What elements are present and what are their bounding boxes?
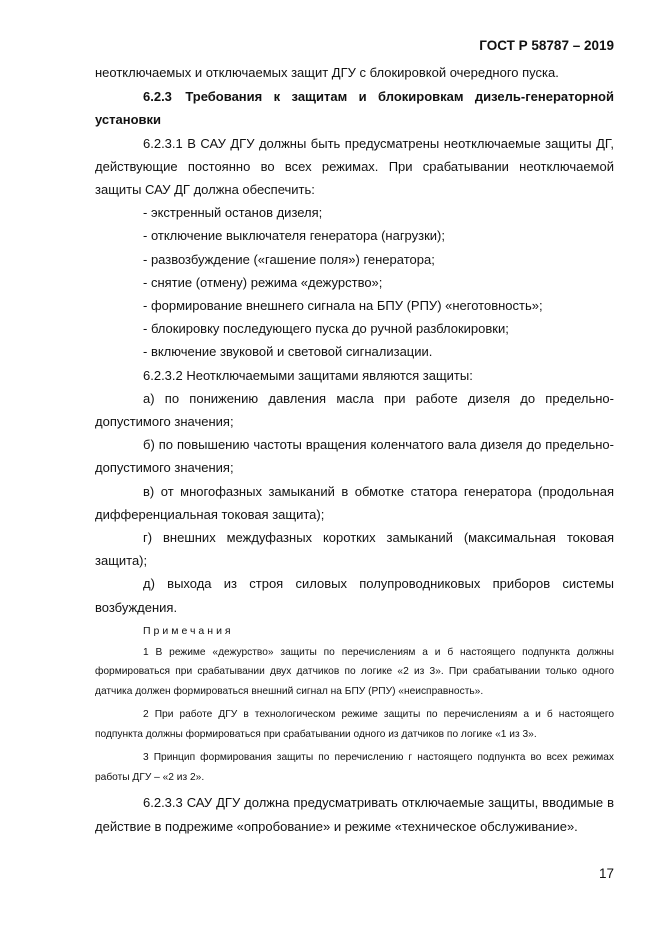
standard-header: ГОСТ Р 58787 – 2019 — [479, 38, 614, 53]
section-title: Требования к защитам и блокировкам дизель-генераторной установки — [95, 89, 614, 128]
list-item: - включение звуковой и световой сигнализации. — [143, 344, 433, 360]
intro-paragraph: неотключаемых и отключаемых защит ДГУ с блокировкой очередного пуска. — [95, 65, 559, 80]
note-item: 1 В режиме «дежурство» защиты по перечислениям а и б настоящего подпункта должны формироваться при срабатывании двух датчиков по логике «2 из 3». При срабатывании только одного датчика должен формироваться внешний сигнал на БПУ (РПУ) «неисправность». — [95, 646, 614, 697]
list-item: - отключение выключателя генератора (нагрузки); — [143, 228, 445, 244]
note-item: 2 При работе ДГУ в технологическом режиме защиты по перечислениям а и б настоящего подпункта должны формироваться при срабатывании одного из датчиков по логике «1 из 3». — [95, 709, 614, 740]
protection-item-b: б) по повышению частоты вращения коленчатого вала дизеля до предельно-допустимого значения; — [95, 437, 614, 476]
list-item: - развозбуждение («гашение поля») генератора; — [143, 251, 435, 267]
page-number: 17 — [598, 866, 614, 881]
paragraph-6-2-3-3: 6.2.3.3 САУ ДГУ должна предусматривать отключаемые защиты, вводимые в действие в подрежиме «опробование» и режиме «техническое обслуживание». — [95, 795, 614, 834]
protection-item-v: в) от многофазных замыканий в обмотке статора генератора (продольная дифференциальная токовая защита); — [95, 483, 614, 522]
list-item: - формирование внешнего сигнала на БПУ (РПУ) «неготовность»; — [143, 298, 543, 314]
section-number: 6.2.3 — [143, 89, 172, 105]
paragraph-6-2-3-2: 6.2.3.2 Неотключаемыми защитами являются защиты: — [143, 367, 473, 383]
protection-item-a: а) по понижению давления масла при работе дизеля до предельно-допустимого значения; — [95, 390, 614, 430]
section-heading — [95, 85, 614, 131]
document-body — [95, 61, 614, 838]
protection-item-d: д) выхода из строя силовых полупроводниковых приборов системы возбуждения. — [95, 576, 614, 615]
protection-item-g: г) внешних междуфазных коротких замыканий (максимальная токовая защита); — [95, 530, 614, 569]
note-item: 3 Принцип формирования защиты по перечислению г настоящего подпункта во всех режимах работы ДГУ – «2 из 2». — [95, 752, 614, 783]
paragraph-6-2-3-1: 6.2.3.1 В САУ ДГУ должны быть предусматрены неотключаемые защиты ДГ, действующие постоянно во всех режимах. При срабатывании неотключаемой защиты САУ ДГ должна обеспечить: — [95, 135, 614, 198]
list-item: - экстренный останов дизеля; — [143, 205, 323, 221]
notes-title: Примечания — [143, 624, 234, 637]
list-item: - снятие (отмену) режима «дежурство»; — [143, 274, 383, 290]
list-item: - блокировку последующего пуска до ручной разблокировки; — [143, 321, 509, 337]
